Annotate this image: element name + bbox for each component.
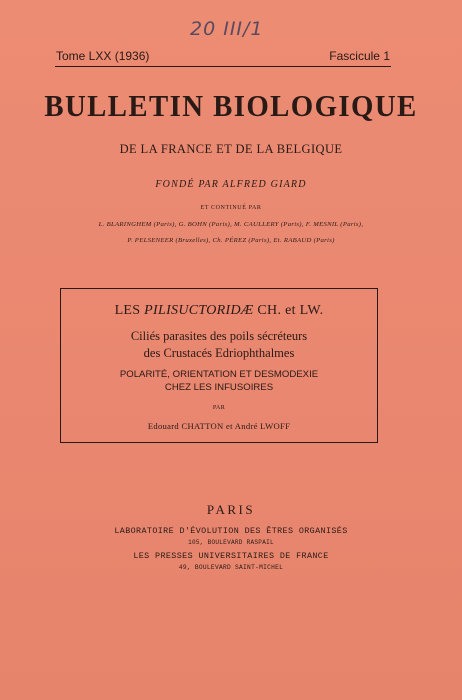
handwritten-note: 20 III/1 (190, 18, 264, 40)
issue-label: Fascicule 1 (329, 49, 390, 63)
journal-title: BULLETIN BIOLOGIQUE (44, 88, 418, 123)
volume-label: Tome LXX (1936) (56, 49, 150, 63)
article-authors: Edouard CHATTON et André LWOFF (147, 421, 291, 431)
founder-line: FONDÉ PAR ALFRED GIARD (155, 179, 307, 190)
by-label: PAR (212, 405, 226, 411)
article-topic-2: CHEZ LES INFUSOIRES (164, 382, 274, 393)
article-title (61, 303, 377, 319)
article-title-prefix: LES (114, 303, 141, 318)
publisher-city: PARIS (206, 502, 256, 517)
contributors-line-1: L. BLARINGHEM (Paris), G. BOHN (Paris), M. CAULLERY (Paris), F. MESNIL (Paris), (98, 221, 364, 228)
journal-subtitle: DE LA FRANCE ET DE LA BELGIQUE (119, 142, 343, 156)
publisher-lab: LABORATOIRE D'ÉVOLUTION DES ÊTRES ORGANISÉS (114, 526, 348, 536)
article-subtitle-2: des Crustacés Edriophthalmes (143, 346, 295, 360)
contributors-line-2: P. PELSENEER (Bruxelles), Ch. PÉREZ (Paris), Et. RABAUD (Paris) (127, 237, 335, 244)
article-topic-1: POLARITÉ, ORIENTATION ET DESMODEXIE (119, 369, 319, 380)
article-box (60, 288, 378, 443)
article-title-italic: PILISUCTORIDÆ (144, 303, 254, 318)
continued-by-line: ET CONTINUÉ PAR (200, 205, 262, 211)
header-rule (55, 66, 391, 67)
article-title-suffix: CH. et LW. (257, 303, 324, 318)
publisher-press-address: 49, BOULEVARD SAINT-MICHEL (178, 564, 284, 571)
header-line (56, 49, 390, 63)
publisher-lab-address: 105, BOULEVARD RASPAIL (188, 539, 274, 546)
publisher-press: LES PRESSES UNIVERSITAIRES DE FRANCE (133, 551, 329, 561)
article-subtitle-1: Ciliés parasites des poils sécréteurs (130, 329, 308, 343)
